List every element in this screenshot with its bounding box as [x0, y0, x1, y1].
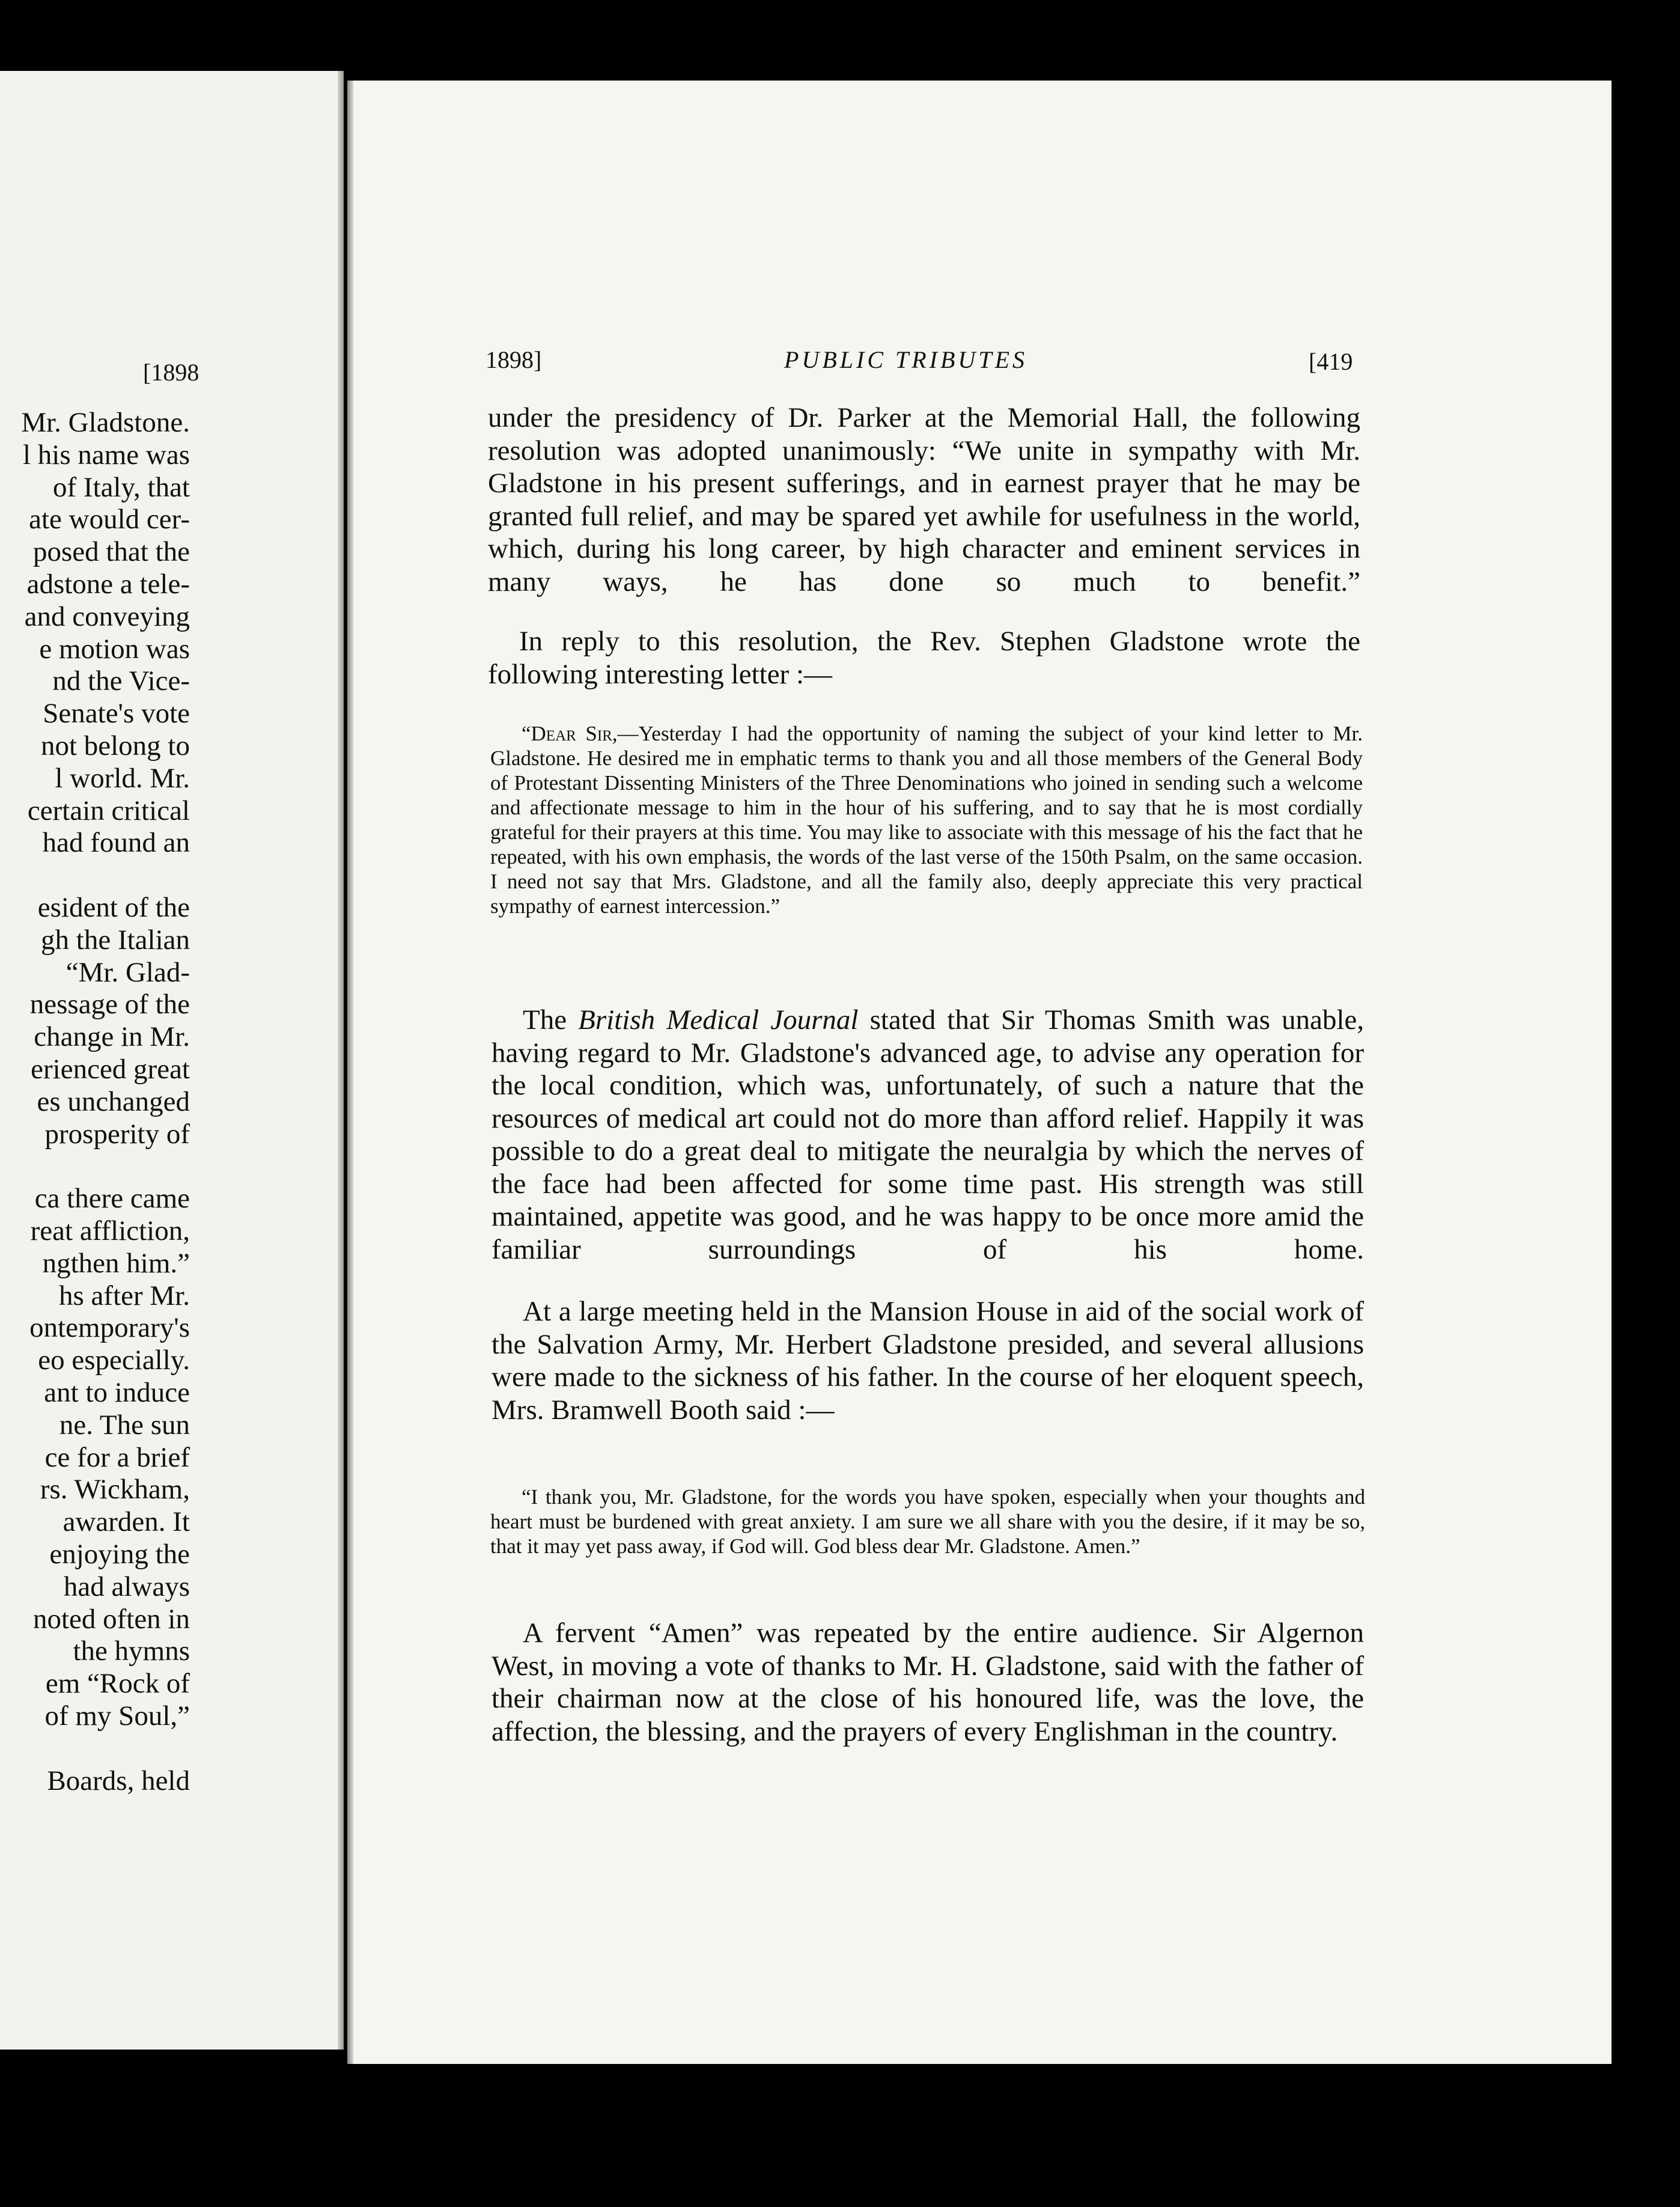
left-page-line: ate would cer-	[29, 504, 190, 536]
paragraph-medical-journal	[492, 1004, 1364, 1266]
left-page-line: erienced great	[31, 1054, 190, 1085]
left-page-line: the hymns	[73, 1635, 190, 1667]
left-page-line: ant to induce	[44, 1377, 190, 1408]
left-page-line: had found an	[42, 827, 190, 859]
left-page-line: ce for a brief	[44, 1441, 190, 1473]
left-page-line: ngthen him.”	[42, 1247, 190, 1279]
left-page-line: hs after Mr.	[59, 1280, 190, 1311]
quote-bramwell-booth: “I thank you, Mr. Gladstone, for the words you have spoken, especially when your thoughts and heart must be burdened with great anxiety. I am sure we all share with you the desire, if it may be so, that it may yet pass away, if God will. God bless dear Mr. Gladstone. Amen.”	[490, 1485, 1365, 1558]
paragraph-reply-intro: In reply to this resolution, the Rev. Stephen Gladstone wrote the following interesting letter :—	[488, 626, 1360, 690]
left-page-line: posed that the	[32, 536, 190, 568]
journal-title: British Medical Journal	[578, 1004, 859, 1036]
left-page-line: em “Rock of	[45, 1668, 190, 1700]
left-page-line: adstone a tele-	[26, 569, 190, 600]
left-page-line: of my Soul,”	[44, 1700, 190, 1732]
left-page-line: l his name was	[22, 439, 190, 471]
left-running-head-year: [1898	[143, 359, 199, 386]
left-page-line: gh the Italian	[41, 924, 190, 956]
left-page-line: and conveying	[24, 600, 190, 632]
left-page-line: of Italy, that	[53, 471, 190, 503]
right-page-gutter-edge	[347, 81, 353, 2064]
left-page-line: Mr. Gladstone.	[21, 407, 190, 438]
left-page-line: rs. Wickham,	[40, 1474, 190, 1506]
left-page-line: enjoying the	[49, 1539, 190, 1570]
left-page-line: ne. The sun	[59, 1409, 190, 1441]
paragraph-medical-journal-lead: The	[523, 1004, 579, 1036]
running-head-title: PUBLIC TRIBUTES	[784, 346, 1027, 373]
left-page-line: e motion was	[39, 633, 190, 665]
left-page-line: not belong to	[40, 730, 190, 762]
left-page-line: noted often in	[32, 1603, 190, 1635]
left-page-line: ca there came	[34, 1183, 190, 1215]
left-page-line: awarden. It	[62, 1506, 190, 1538]
running-head-page-number: [419	[1309, 348, 1353, 375]
paragraph-medical-journal-text: stated that Sir Thomas Smith was unable, having regard to Mr. Gladstone's advanced age, to advise any operation for the local condition, which was, unfortunately, of such a nature that the resources of medical art could not do more than afford relief. Happily it was possible to do a great deal to mitigate the neuralgia by which the nerves of the face had been affected for some time past. His strength was still maintained, appetite was good, and he was happy to be once more amid the familiar surroundings of his home.	[492, 1004, 1364, 1265]
paragraph-mansion-house: At a large meeting held in the Mansion House in aid of the social work of the Salvation Army, Mr. Herbert Gladstone presided, and several allusions were made to the sickness of his father. In the course of her eloquent speech, Mrs. Bramwell Booth said :—	[492, 1296, 1364, 1426]
left-page-line: nd the Vice-	[52, 665, 190, 697]
left-page-gutter-edge	[338, 71, 344, 2050]
quote-letter-body: —Yesterday I had the opportunity of naming the subject of your kind letter to Mr. Gladstone. He desired me in emphatic terms to thank you and all those members of the General Body of Protestant Dissenting Ministers of the Three Denominations who joined in sending such a welcome and affectionate message to him in the hour of his suffering, and to say that he is most cordially grateful for their prayers at this time. You may like to associate with this message of his the fact that he repeated, with his own emphasis, the words of the last verse of the 150th Psalm, on the same occasion. I need not say that Mrs. Gladstone, and all the family also, deeply appreciate this very practical sympathy of earnest intercession.”	[490, 722, 1363, 918]
quote-letter	[490, 721, 1363, 918]
left-page-line: l world. Mr.	[55, 762, 190, 794]
left-page-line: es unchanged	[37, 1085, 190, 1117]
left-page-line: eo especially.	[38, 1345, 190, 1376]
left-page-line: ontemporary's	[29, 1312, 190, 1344]
left-page-line: Senate's vote	[43, 698, 190, 730]
paragraph-resolution: under the presidency of Dr. Parker at the Memorial Hall, the following resolution was adopted unanimously: “We unite in sympathy with Mr. Gladstone in his present sufferings, and in earnest prayer that he may be granted full relief, and may be spared yet awhile for usefulness in the world, which, during his long career, by high character and eminent services in many ways, he has done so much to benefit.”	[488, 402, 1360, 597]
left-page-line: “Mr. Glad-	[65, 956, 190, 988]
left-page-line: Boards, held	[47, 1765, 190, 1796]
left-page-line: prosperity of	[44, 1118, 190, 1150]
quote-letter-salutation: “Dear Sir,	[522, 722, 618, 745]
running-head-year: 1898]	[485, 346, 542, 373]
left-page-line: reat affliction,	[30, 1215, 190, 1247]
left-page-line: esident of the	[37, 892, 190, 923]
left-page-line: change in Mr.	[34, 1021, 190, 1053]
left-page-line: had always	[63, 1571, 190, 1602]
left-page-line: nessage of the	[29, 989, 190, 1021]
left-page-line: certain critical	[27, 795, 190, 826]
paragraph-amen: A fervent “Amen” was repeated by the entire audience. Sir Algernon West, in moving a vote of thanks to Mr. H. Gladstone, said with the father of their chairman now at the close of his honoured life, was the love, the affection, the blessing, and the prayers of every Englishman in the country.	[492, 1617, 1364, 1747]
